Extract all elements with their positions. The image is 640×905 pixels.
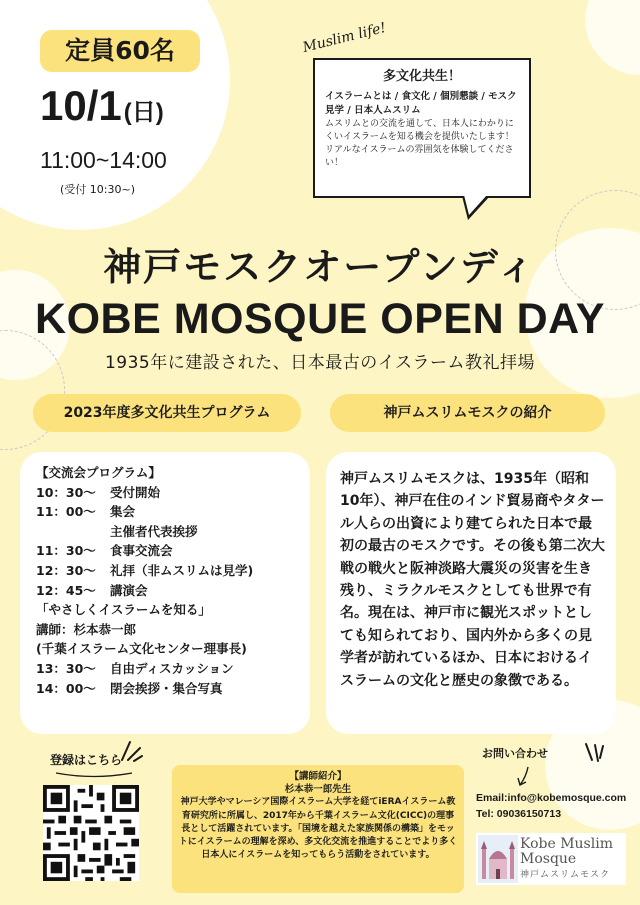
arrow-down-icon	[54, 770, 134, 784]
lecturer-affiliation: (千葉イスラーム文化センター理事長)	[36, 641, 247, 657]
intro-heading: 神戸ムスリムモスクの紹介	[330, 394, 605, 432]
title-japanese: 神戸モスクオープンディ	[103, 245, 537, 289]
event-time: 11:00~14:00	[40, 147, 167, 173]
program-schedule	[36, 463, 306, 698]
program-item: 12：45～ 講演会	[36, 582, 148, 598]
capacity-badge: 定員60名	[40, 30, 200, 72]
program-item: 11：00～ 集会	[36, 504, 136, 520]
lecturer-box	[172, 765, 464, 893]
program-item: 10：30～ 受付開始	[36, 484, 161, 500]
lecture-title: 「やさしくイスラームを知る」	[36, 602, 211, 618]
program-item: 14：00～ 閉会挨拶・集合写真	[36, 680, 223, 696]
lecturer-name: 杉本恭一郎先生	[284, 784, 352, 796]
decorative-circle	[585, 0, 640, 75]
logo-japanese-name: 神戸ムスリムモスク	[520, 870, 611, 880]
bubble-topics: イスラームとは / 食文化 / 個別懇談 / モスク見学 / 日本人ムスリム	[325, 91, 517, 116]
qr-code[interactable]	[43, 785, 139, 881]
program-header: 【交流会プログラム】	[36, 465, 161, 480]
contact-info	[476, 790, 626, 822]
doodle-lines-icon	[120, 738, 144, 762]
mosque-introduction: 神戸ムスリムモスクは、1935年（昭和10年）、神戸在住のインド貿易商やタタール人らの出資により建てられた日本で最初の最古のモスクです。その後も第二次大戦の戦火と阪神淡路大震災の災害を生き残り、ミラクルモスクとしても世界で有名。現在は、神戸市に観光スポットとしても知られており、国内外から多くの見学者が訪れているほか、日本におけるイスラームの文化と歴史の象徴である。	[340, 471, 605, 689]
bubble-description: ムスリムとの交流を通して、日本人にわかりにくいイスラームを知る機会を提供いたします！リアルなイスラームの雰囲気を体験してください！	[325, 119, 514, 168]
reception-time: (受付 10:30~)	[60, 183, 135, 196]
lecturer-heading: 【講師紹介】	[289, 771, 347, 782]
title-english: KOBE MOSQUE OPEN DAY	[35, 295, 605, 343]
kobe-mosque-logo	[476, 833, 626, 885]
lecturer: 講師：杉本恭一郎	[36, 621, 137, 637]
date-number: 10/1	[40, 82, 122, 129]
program-heading: 2023年度多文化共生プログラム	[33, 394, 301, 432]
muslim-life-tag: Muslim life!	[301, 19, 388, 56]
speech-bubble	[313, 58, 531, 198]
bubble-title: 多文化共生！	[382, 69, 461, 84]
program-item: 13：30～ 自由ディスカッション	[36, 660, 234, 676]
lecturer-bio: 神戸大学やマレーシア国際イスラーム大学を経てiERAイスラーム教育研究所に所属し、2017年から千葉イスラーム文化(CICC)の理事長として活躍されています。「国境を越えた家族関係の構築」をモットにイスラームの理解を深め、多文化交流を推進することでより多く日本人にイスラームを知ってもらう活動をされています。	[178, 797, 458, 861]
contact-email[interactable]: Email:info@kobemosque.com	[476, 792, 627, 804]
mosque-logo-icon	[478, 835, 518, 883]
subtitle: 1935年に建設された、日本最古のイスラーム教礼拝場	[104, 353, 536, 373]
program-item: 11：30～ 食事交流会	[36, 543, 173, 559]
logo-english-name: Kobe Muslim Mosque	[520, 836, 613, 867]
date-weekday: (日)	[123, 99, 164, 126]
doodle-lines-icon	[583, 742, 607, 764]
arrow-down-icon	[514, 766, 536, 788]
register-label: 登録はこちら	[50, 753, 123, 767]
speech-bubble-tail-fill	[464, 195, 487, 215]
contact-phone[interactable]: Tel: 09036150713	[476, 808, 562, 820]
program-item: 主催者代表挨拶	[110, 523, 198, 539]
contact-label: お問い合わせ	[482, 747, 548, 760]
program-item: 12：30～ 礼拝（非ムスリムは見学)	[36, 562, 254, 578]
event-date	[40, 82, 164, 137]
